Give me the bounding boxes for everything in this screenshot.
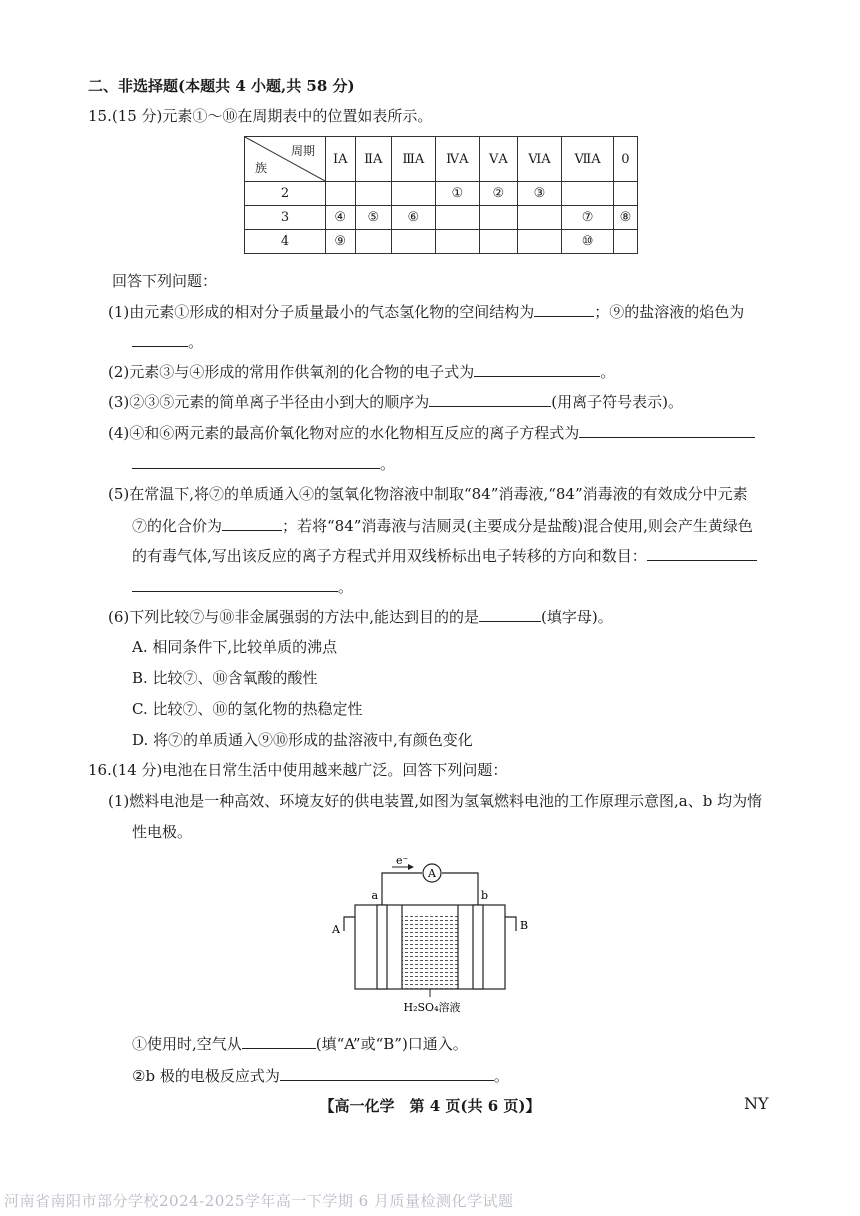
electron-label: e⁻ xyxy=(396,855,409,867)
table-row xyxy=(245,230,638,254)
answer-blank[interactable] xyxy=(132,330,188,347)
group-header: ⅣA xyxy=(435,137,479,182)
table-cell xyxy=(517,206,562,230)
q15-part5-line2 xyxy=(132,514,753,536)
period-cell: 3 xyxy=(245,206,326,230)
table-cell: ⑩ xyxy=(562,230,614,254)
electrode-a xyxy=(377,905,387,989)
section-title: 二、非选择题(本题共 4 小题,共 58 分) xyxy=(88,77,355,95)
q15-part4-end: 。 xyxy=(380,455,396,473)
electrode-a-label: a xyxy=(371,889,378,902)
table-cell xyxy=(355,230,392,254)
q15-part1 xyxy=(108,300,744,322)
q16-sub1 xyxy=(132,1032,468,1054)
answer-blank[interactable] xyxy=(429,390,551,407)
table-cell xyxy=(355,182,392,206)
option-d: D. 将⑦的单质通入⑨⑩形成的盐溶液中,有颜色变化 xyxy=(132,731,473,749)
q15-part5-cont xyxy=(132,575,353,597)
option-a: A. 相同条件下,比较单质的沸点 xyxy=(132,638,338,656)
table-cell: ④ xyxy=(326,206,356,230)
ammeter-label: A xyxy=(428,867,436,880)
q15-part3-text-a: (3)②③⑤元素的简单离子半径由小到大的顺序为 xyxy=(108,393,430,411)
group-header: ⅤA xyxy=(480,137,518,182)
q15-part6-text-b: (填字母)。 xyxy=(541,608,613,626)
q15-part2-text: (2)元素③与④形成的常用作供氧剂的化合物的电子式为 xyxy=(108,363,475,381)
inlet-b-pipe xyxy=(505,917,516,931)
inlet-a-pipe xyxy=(344,917,355,931)
period-cell: 4 xyxy=(245,230,326,254)
table-cell xyxy=(613,182,637,206)
table-cell xyxy=(562,182,614,206)
q15-part4-cont xyxy=(132,452,395,474)
table-cell: ③ xyxy=(517,182,562,206)
answer-blank[interactable] xyxy=(534,300,594,317)
group-header: ⅡA xyxy=(355,137,392,182)
watermark: 河南省南阳市部分学校2024-2025学年高一下学期 6 月质量检测化学试题 xyxy=(4,1192,514,1210)
table-row xyxy=(245,206,638,230)
period-cell: 2 xyxy=(245,182,326,206)
table-cell xyxy=(392,230,436,254)
group-header: 0 xyxy=(613,137,637,182)
answer-blank[interactable] xyxy=(479,605,541,622)
q15-part3-text-b: (用离子符号表示)。 xyxy=(551,393,683,411)
table-cell: ⑥ xyxy=(392,206,436,230)
electrode-b-label: b xyxy=(481,889,489,902)
table-cell xyxy=(435,206,479,230)
q16-part1-line1: (1)燃料电池是一种高效、环境友好的供电装置,如图为氢氧燃料电池的工作原理示意图,a、b 均为惰 xyxy=(108,792,763,810)
q15-part2 xyxy=(108,360,615,382)
q16-sub2-text: ②b 极的电极反应式为 xyxy=(132,1067,280,1085)
q16-sub1-text-a: ①使用时,空气从 xyxy=(132,1035,242,1053)
q15-part4 xyxy=(108,421,755,443)
q15-part1-text-a: (1)由元素①形成的相对分子质量最小的气态氢化物的空间结构为 xyxy=(108,303,535,321)
corner-group-label: 族 xyxy=(255,161,268,175)
inlet-a-label: A xyxy=(332,923,340,936)
corner-period-label: 周期 xyxy=(290,144,315,158)
table-cell: ⑧ xyxy=(613,206,637,230)
q16-sub1-text-b: (填“A”或“B”)口通入。 xyxy=(315,1035,468,1053)
table-cell xyxy=(517,230,562,254)
table-cell xyxy=(480,230,518,254)
table-corner-cell xyxy=(245,137,326,182)
table-row xyxy=(245,182,638,206)
table-cell xyxy=(435,230,479,254)
fuel-cell-diagram xyxy=(330,855,530,1021)
q15-part4-text: (4)④和⑥两元素的最高价氧化物对应的水化物相互反应的离子方程式为 xyxy=(108,424,580,442)
table-cell xyxy=(613,230,637,254)
electrolyte-label: H₂SO₄溶液 xyxy=(403,1001,461,1014)
q15-part1-cont xyxy=(132,330,203,352)
q15-part2-end: 。 xyxy=(600,363,616,381)
periodic-table xyxy=(244,136,638,254)
q15-part5-text-c: 的有毒气体,写出该反应的离子方程式并用双线桥标出电子转移的方向和数目： xyxy=(132,547,647,565)
q16-sub2 xyxy=(132,1064,509,1086)
answer-blank[interactable] xyxy=(132,575,338,592)
answer-blank[interactable] xyxy=(647,544,757,561)
table-cell xyxy=(392,182,436,206)
table-cell: ⑨ xyxy=(326,230,356,254)
electrode-b xyxy=(473,905,483,989)
option-b: B. 比较⑦、⑩含氧酸的酸性 xyxy=(132,669,318,687)
answer-blank[interactable] xyxy=(222,514,282,531)
answer-blank[interactable] xyxy=(474,360,600,377)
table-cell xyxy=(480,206,518,230)
table-cell: ② xyxy=(480,182,518,206)
answer-prompt: 回答下列问题： xyxy=(112,272,218,290)
inlet-b-label: B xyxy=(520,919,529,932)
q15-part6-text-a: (6)下列比较⑦与⑩非金属强弱的方法中,能达到目的的是 xyxy=(108,608,480,626)
q15-stem: 15.(15 分)元素①～⑩在周期表中的位置如表所示。 xyxy=(88,107,433,125)
table-cell: ⑤ xyxy=(355,206,392,230)
q15-part1-text-b: ；⑨的盐溶液的焰色为 xyxy=(594,303,745,321)
q16-stem: 16.(14 分)电池在日常生活中使用越来越广泛。回答下列问题： xyxy=(88,761,508,779)
q15-part1-end: 。 xyxy=(188,333,204,351)
group-header: ⅢA xyxy=(392,137,436,182)
table-cell: ① xyxy=(435,182,479,206)
q16-part1-line2: 性电极。 xyxy=(132,823,193,841)
answer-blank[interactable] xyxy=(280,1064,494,1081)
group-header: ⅦA xyxy=(562,137,614,182)
group-header: ⅥA xyxy=(517,137,562,182)
answer-blank[interactable] xyxy=(579,421,755,438)
table-cell: ⑦ xyxy=(562,206,614,230)
table-cell xyxy=(326,182,356,206)
q15-part6 xyxy=(108,605,613,627)
group-header: ⅠA xyxy=(326,137,356,182)
page-footer: 【高一化学 第 4 页(共 6 页)】 xyxy=(319,1097,541,1115)
q15-part5-line3 xyxy=(132,544,757,566)
q16-sub2-end: 。 xyxy=(493,1067,509,1085)
answer-blank[interactable] xyxy=(132,452,380,469)
electrolyte-solution xyxy=(402,915,458,989)
q15-part5-end: 。 xyxy=(338,578,354,596)
answer-blank[interactable] xyxy=(242,1032,316,1049)
q15-part3 xyxy=(108,390,683,412)
q15-part5-line1: (5)在常温下,将⑦的单质通入④的氢氧化物溶液中制取“84”消毒液,“84”消毒液的有效成分中元素 xyxy=(108,485,748,503)
exam-code: NY xyxy=(744,1094,769,1113)
option-c: C. 比较⑦、⑩的氢化物的热稳定性 xyxy=(132,700,363,718)
q15-part5-text-b: ；若将“84”消毒液与洁厕灵(主要成分是盐酸)混合使用,则会产生黄绿色 xyxy=(282,517,753,535)
q15-part5-text-a: ⑦的化合价为 xyxy=(132,517,223,535)
